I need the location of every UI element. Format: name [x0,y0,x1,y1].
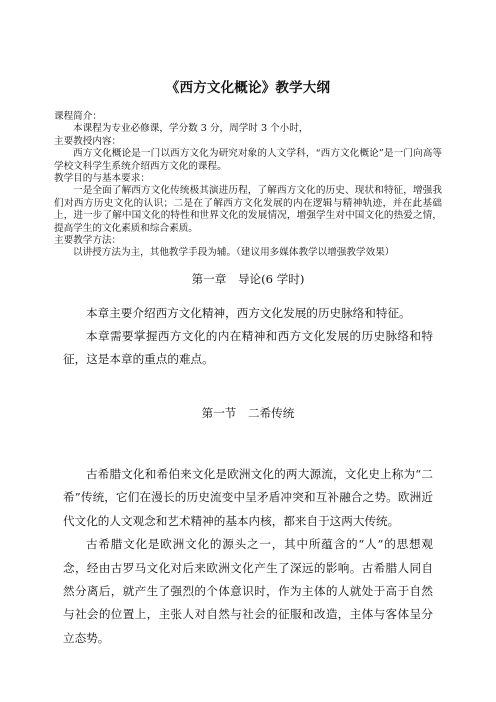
section-body [63,463,433,650]
content-text: 西方文化概论是一门以西方文化为研究对象的人文学科，“西方文化概论”是一门向高等学校文科学生系统介绍西方文化的课程。 [54,148,442,172]
section-heading: 第一节 二希传统 [201,406,295,420]
content-label: 主要教授内容： [54,135,122,147]
method-label: 主要教学方法： [54,235,122,247]
intro-text: 本课程为专业必修课，学分数 3 分，周学时 3 个小时， [73,123,309,135]
intro-label: 课程简介： [54,111,102,122]
course-meta [54,111,442,260]
goal-text: 一是全面了解西方文化传统极其演进历程，了解西方文化的历史、现状和特征，增强我们对西方历史文化的认识；二是在了解西方文化发展的内在逻辑与精神轨迹，并在此基础上，进一步了解中国文化的特性和世界文化的发展情况，增强学生对中国文化的热爱之情，提高学生的文化素质和综合素质。 [54,185,442,234]
section-paragraph-1: 古希腊文化和希伯来文化是欧洲文化的两大源流，文化史上称为“二希”传统，它们在漫长的历史流变中呈矛盾冲突和互补融合之势。欧洲近代文化的人文观念和艺术精神的基本内核，都来自于这两大传统。 [63,467,433,528]
section-paragraph-2: 古希腊文化是欧洲文化的源头之一，其中所蕴含的“人”的思想观念，经由古罗马文化对后来欧洲文化产生了深远的影响。古希腊人同自然分离后，就产生了强烈的个体意识时，作为主体的人就处于高于自然与社会的位置上，主张人对自然与社会的征服和改造，主体与客体呈分立态势。 [63,537,433,645]
document-title: 《西方文化概论》教学大纲 [165,80,331,96]
goal-label: 教学目的与基本要求： [54,173,150,185]
method-text: 以讲授方法为主，其他教学手段为辅。（建议用多媒体教学以增强教学效果） [73,247,395,259]
chapter-body [63,302,433,372]
chapter-paragraph-1: 本章主要介绍西方文化精神，西方文化发展的历史脉络和特征。 [86,306,411,320]
chapter-paragraph-2: 本章需要掌握西方文化的内在精神和西方文化发展的历史脉络和特征，这是本章的重点的难点。 [63,329,433,367]
chapter-heading: 第一章 导论(6 学时) [191,272,305,286]
